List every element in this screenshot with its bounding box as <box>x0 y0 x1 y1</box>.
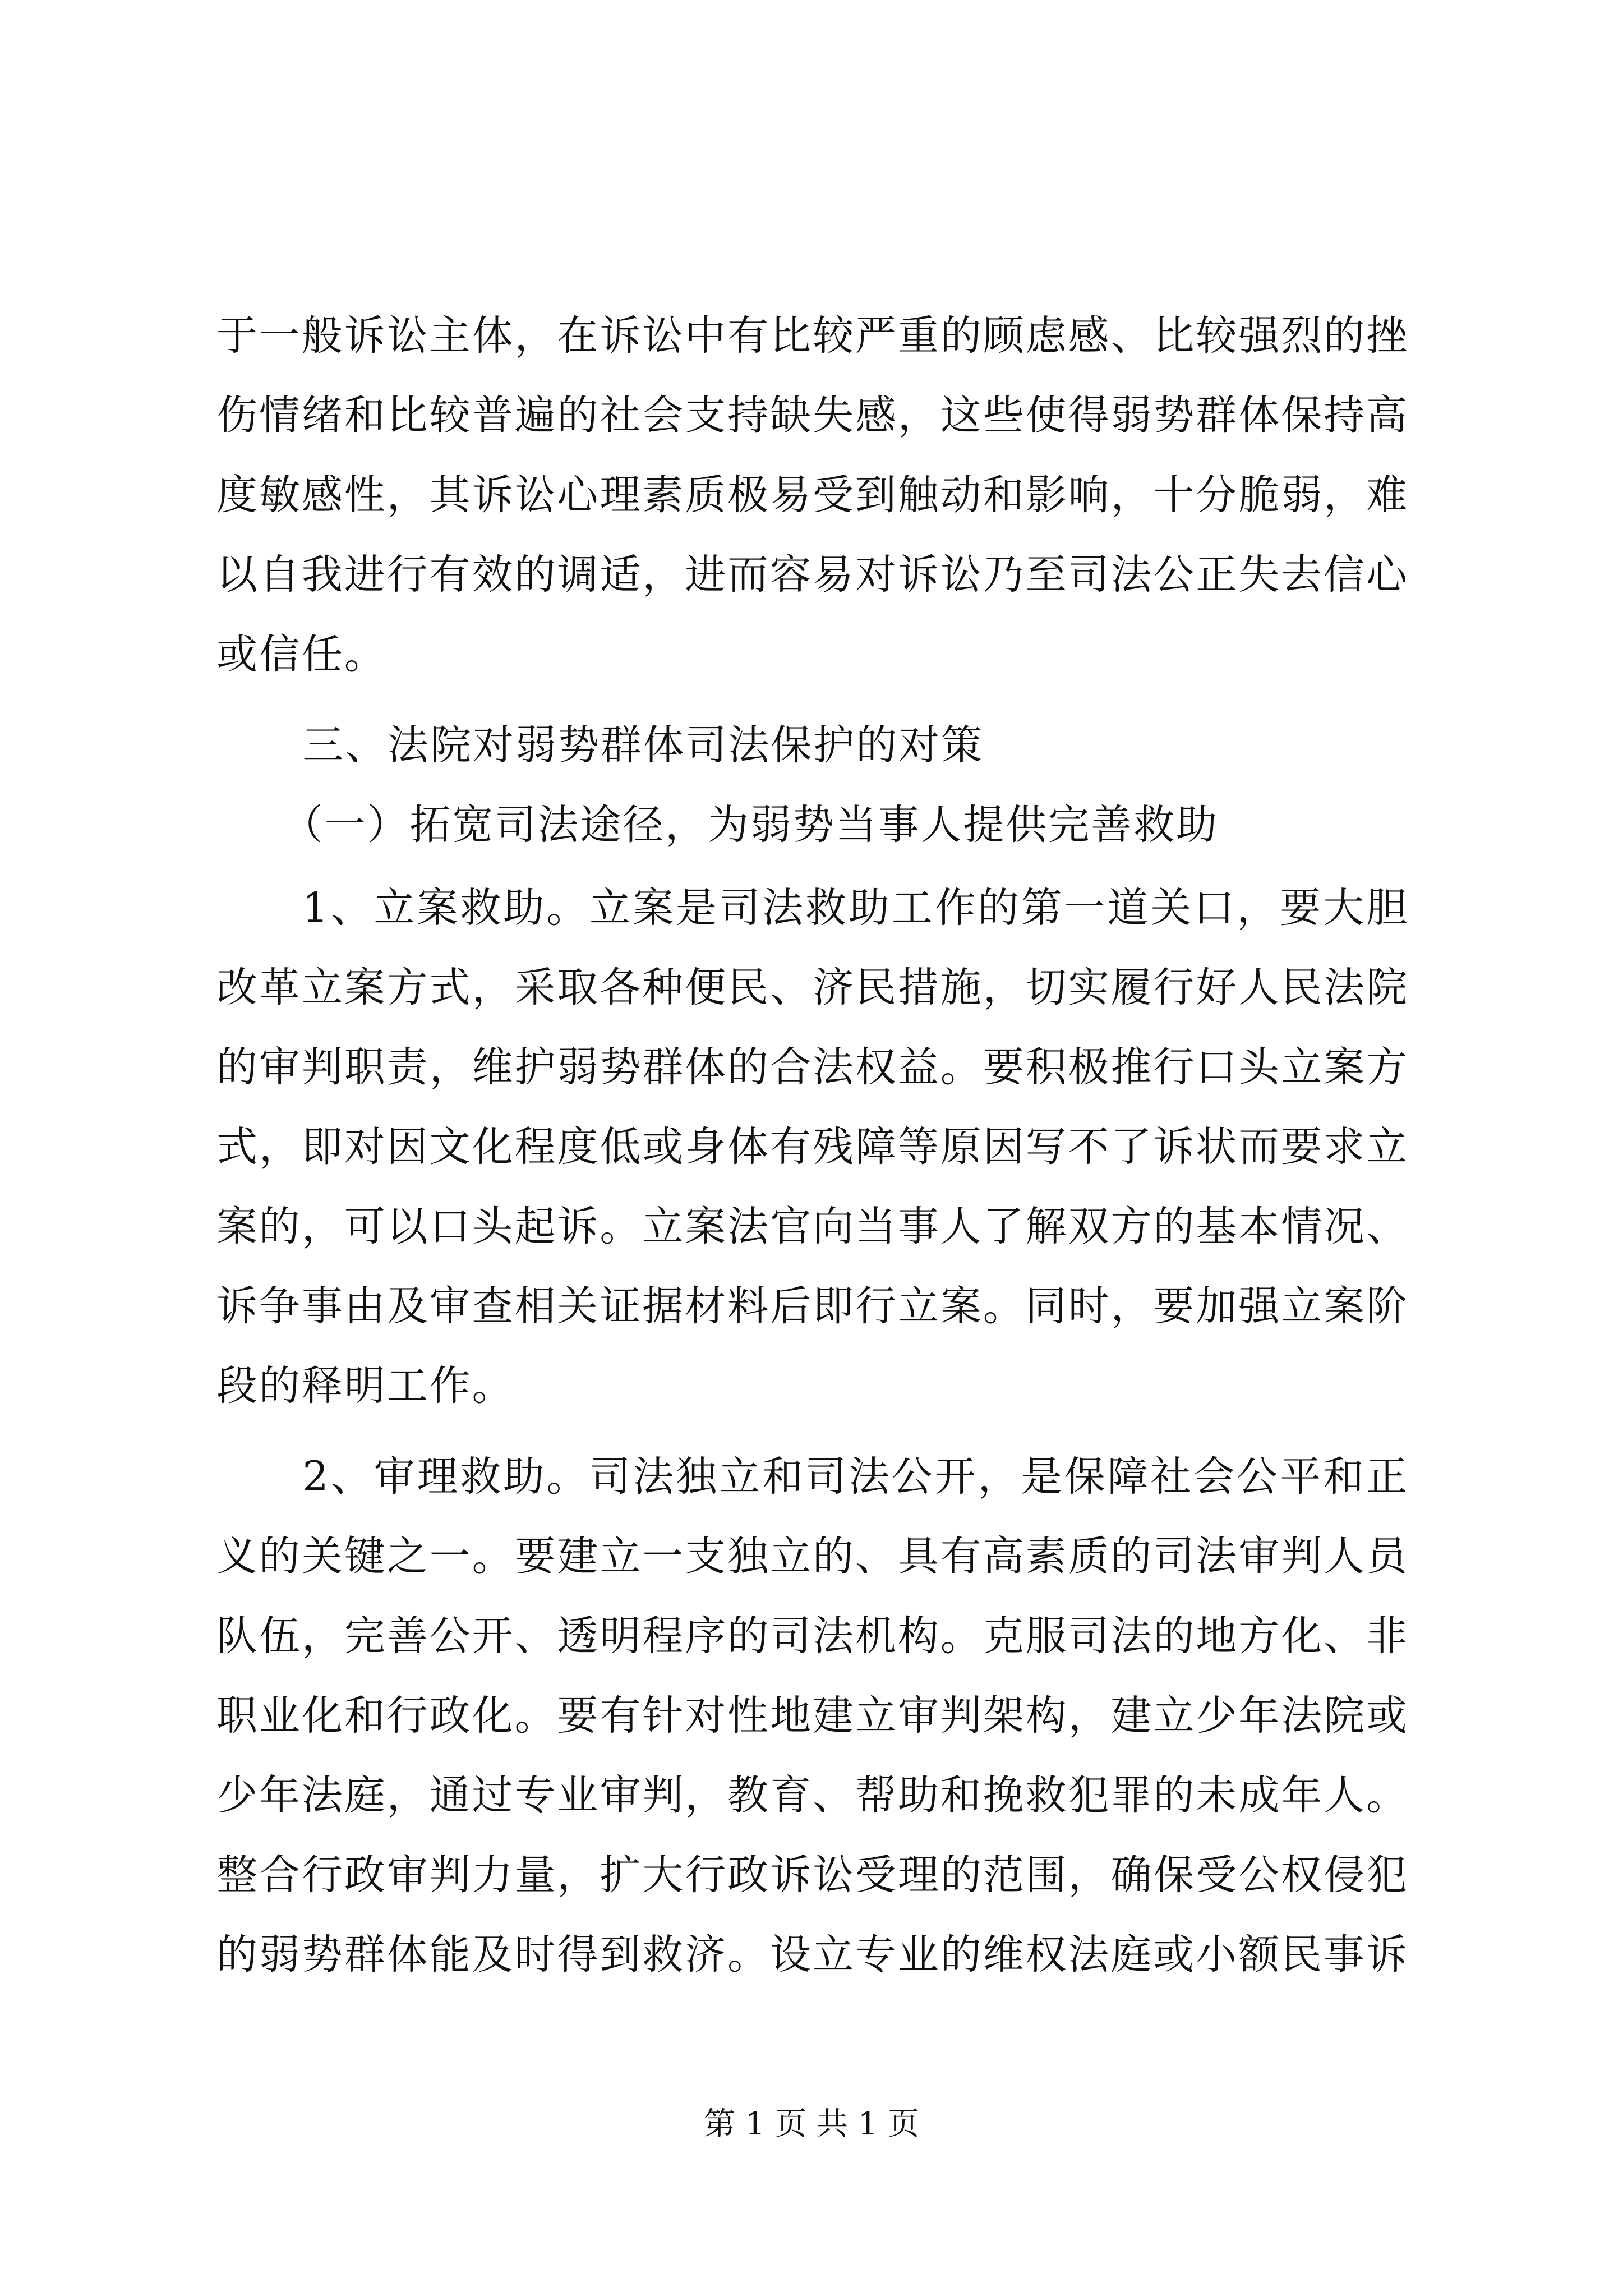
document-body <box>216 296 1409 2006</box>
paragraph-trial-assistance: 2、审理救助。司法独立和司法公开，是保障社会公平和正义的关键之一。要建立一支独立的、具有高素质的司法审判人员队伍，完善公开、透明程序的司法机构。克服司法的地方化、非职业化和行政化。要有针对性地建立审判架构，建立少年法院或少年法庭，通过专业审判，教育、帮助和挽救犯罪的未成年人。整合行政审判力量，扩大行政诉讼受理的范围，确保受公权侵犯的弱势群体能及时得到救济。设立专业的维权法庭或小额民事诉 <box>216 1453 1409 1978</box>
subsection-heading: （一）拓宽司法途径，为弱势当事人提供完善救助 <box>282 801 1219 849</box>
paragraph-continuation: 于一般诉讼主体，在诉讼中有比较严重的顾虑感、比较强烈的挫伤情绪和比较普遍的社会支持缺失感，这些使得弱势群体保持高度敏感性，其诉讼心理素质极易受到触动和影响，十分脆弱，难以自我进行有效的调适，进而容易对诉讼乃至司法公正失去信心或信任。 <box>216 312 1409 678</box>
section-heading: 三、法院对弱势群体司法保护的对策 <box>302 721 984 769</box>
page-footer: 第 1 页 共 1 页 <box>703 2106 920 2142</box>
paragraph-filing-assistance: 1、立案救助。立案是司法救助工作的第一道关口，要大胆改革立案方式，采取各种便民、济民措施，切实履行好人民法院的审判职责，维护弱势群体的合法权益。要积极推行口头立案方式，即对因文化程度低或身体有残障等原因写不了诉状而要求立案的，可以口头起诉。立案法官向当事人了解双方的基本情况、诉争事由及审查相关证据材料后即行立案。同时，要加强立案阶段的释明工作。 <box>216 884 1409 1410</box>
